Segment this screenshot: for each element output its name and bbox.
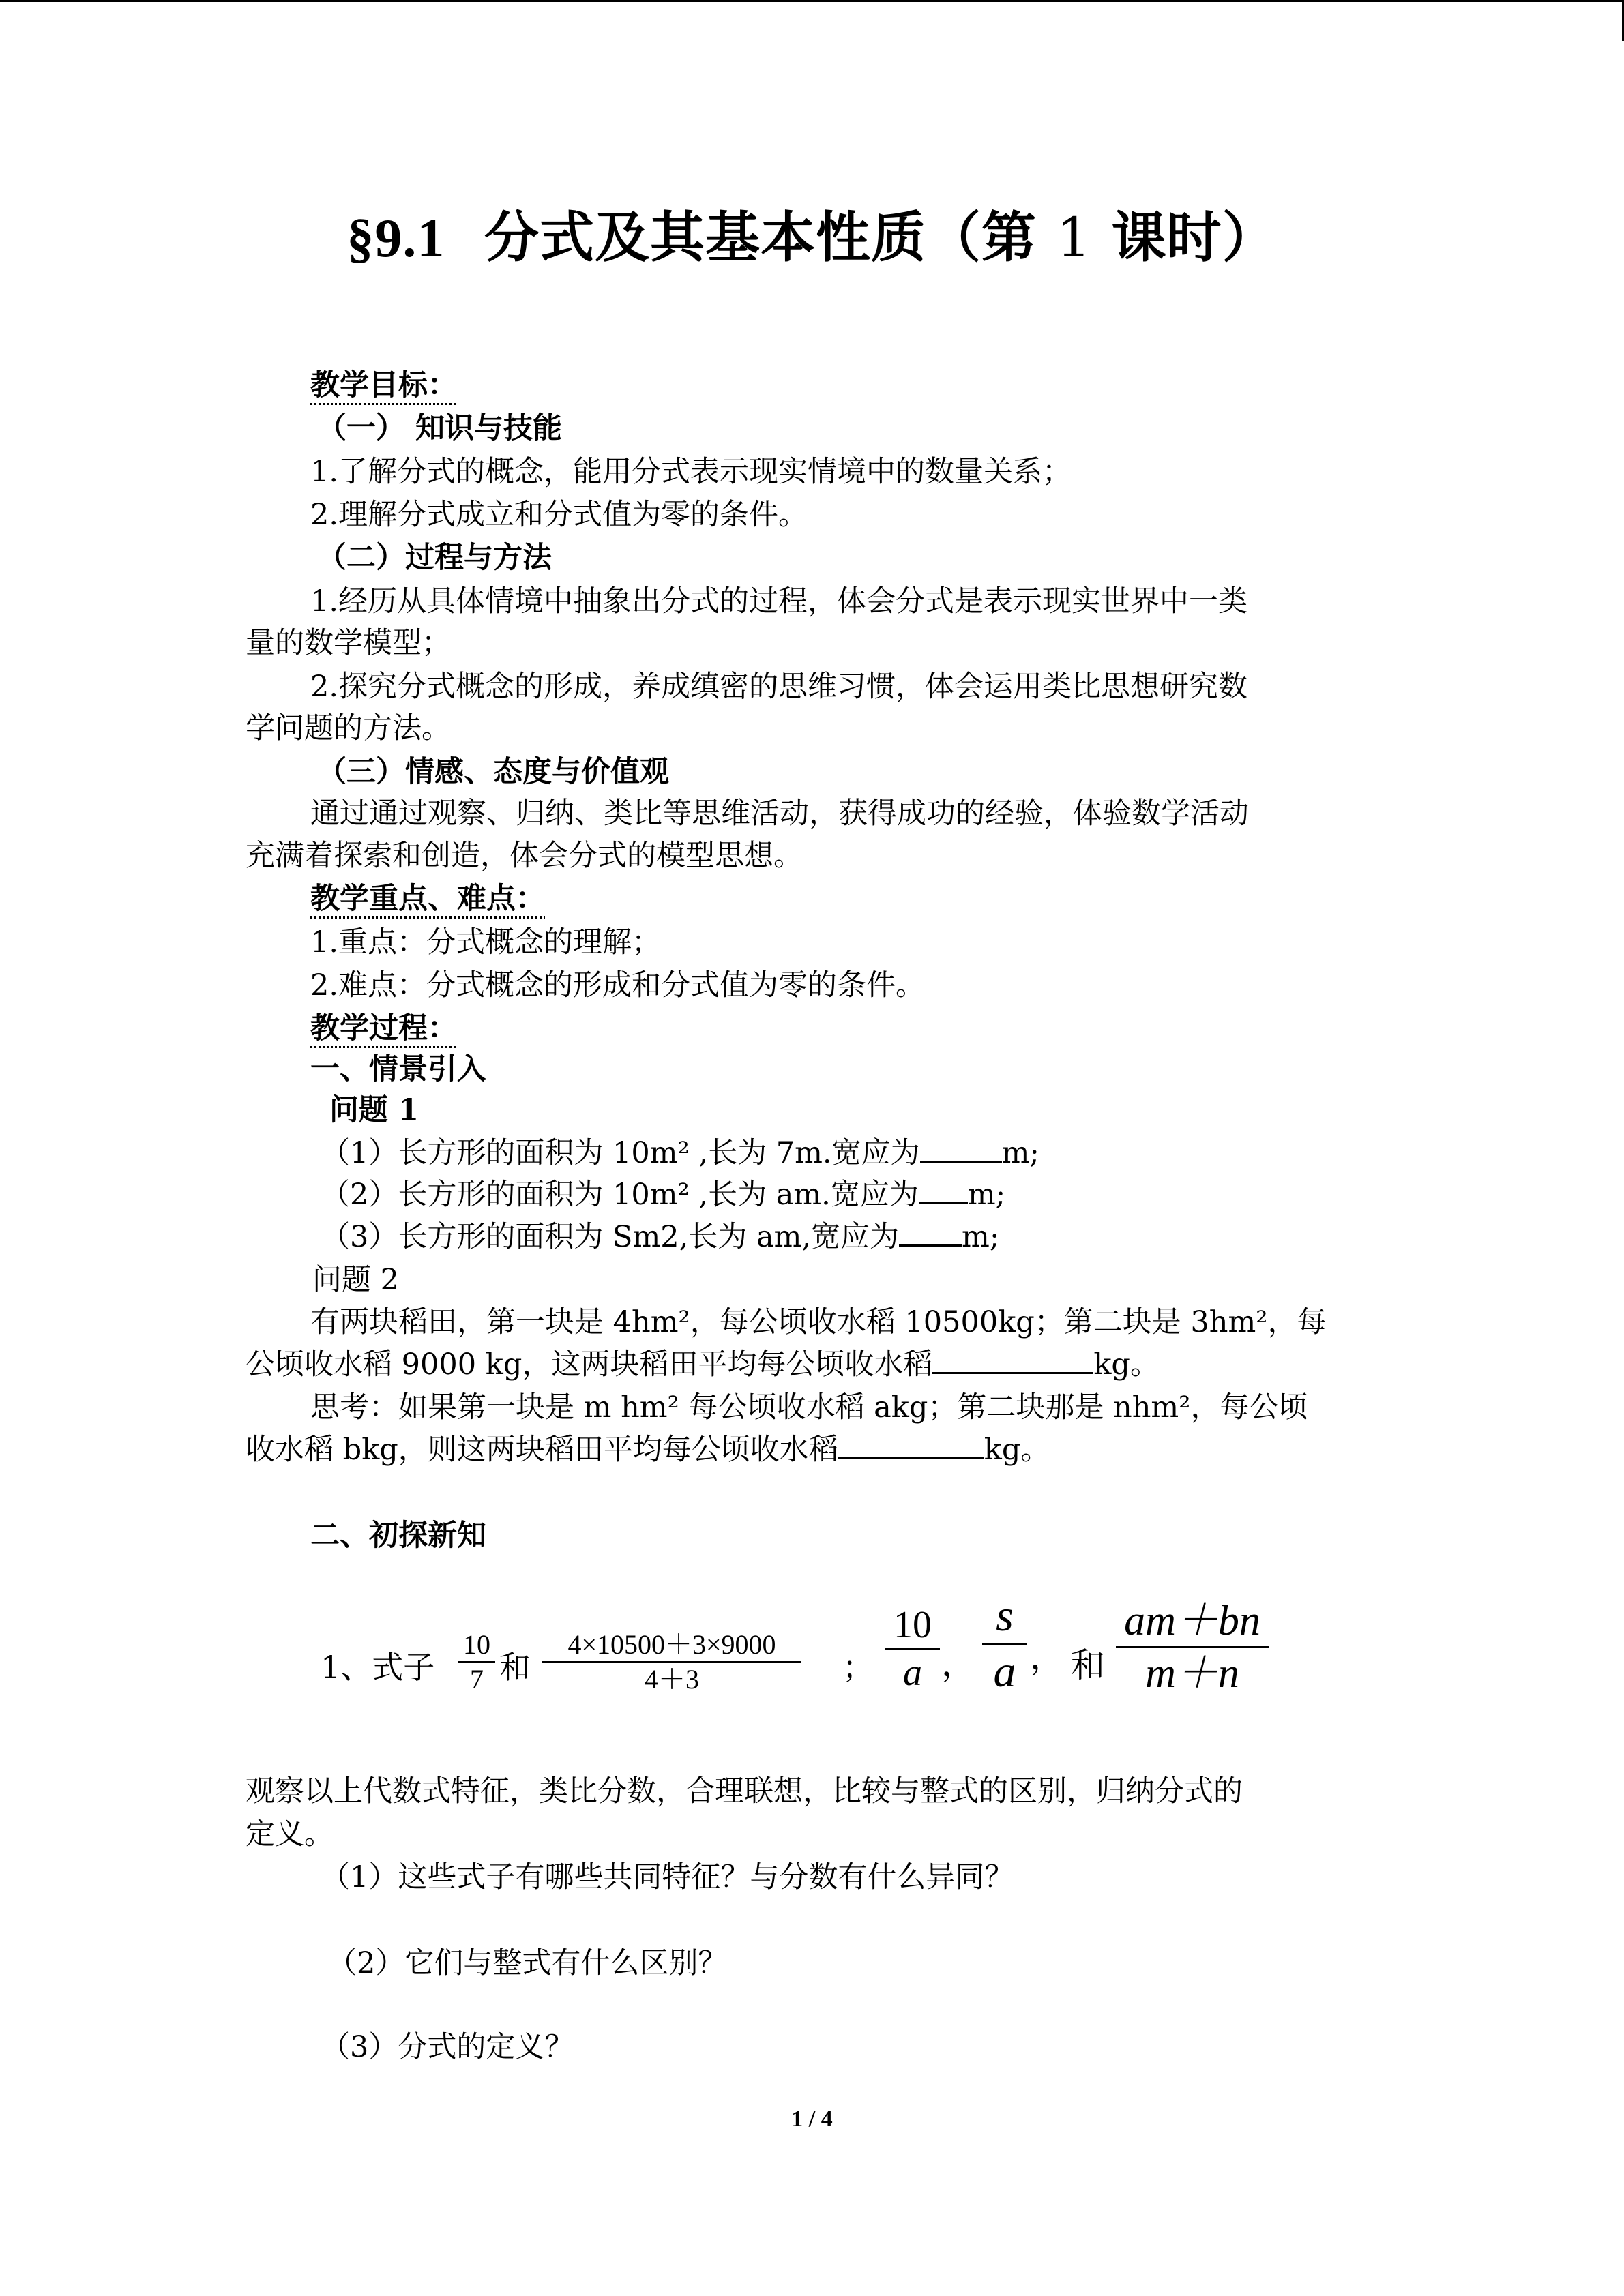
- think-blank[interactable]: [838, 1433, 984, 1459]
- k3-heading: （三）情感、态度与价值观: [317, 755, 669, 789]
- formula-separator: ；: [842, 1649, 874, 1686]
- k1-item-1: 1.了解分式的概念，能用分式表示现实情境中的数量关系；: [310, 455, 1072, 489]
- q1-blank-a[interactable]: [920, 1136, 1002, 1163]
- fraction-weighted-average-den: m＋n: [1145, 1650, 1239, 1697]
- think-line-b-text: 收水稻 bkg，则这两块稻田平均每公顷收水稻: [246, 1433, 838, 1467]
- page-top-border: [0, 0, 1624, 2]
- q1-item-c-text: （3）长方形的面积为 Sm2,长为 am,宽应为: [321, 1220, 900, 1254]
- think-unit: kg。: [984, 1433, 1050, 1467]
- think-line-a: 思考：如果第一块是 m hm² 每公顷收水稻 akg；第二块那是 nhm²，每公顷: [310, 1390, 1308, 1425]
- fraction-s-a: [982, 1589, 1027, 1699]
- fraction-10-7-num: 10: [463, 1629, 490, 1660]
- focus-heading: 教学重点、难点：: [310, 882, 545, 916]
- question-2: （2）它们与整式有什么区别？: [327, 1946, 728, 1980]
- question-1: （1）这些式子有哪些共同特征？与分数有什么异同？: [321, 1860, 1014, 1894]
- fraction-weighted-average-num: am＋bn: [1124, 1598, 1260, 1644]
- part1-heading: 一、情景引入: [310, 1052, 486, 1086]
- fraction-s-a-num: s: [996, 1591, 1014, 1641]
- fraction-s-a-den: a: [993, 1647, 1016, 1697]
- process-heading: 教学过程：: [310, 1011, 457, 1045]
- q1-item-a-text: （1）长方形的面积为 10m² ,长为 7m.宽应为: [321, 1136, 920, 1170]
- formula-comma-1: ，: [941, 1644, 975, 1684]
- fraction-average-yield-num: 4×10500＋3×9000: [567, 1629, 776, 1660]
- observe-line-a: 观察以上代数式特征，类比分数，合理联想，比较与整式的区别，归纳分式的: [246, 1774, 1243, 1808]
- observe-line-b: 定义。: [246, 1817, 334, 1851]
- fraction-average-yield-den: 4＋3: [645, 1664, 699, 1695]
- q1-unit-a: m;: [1001, 1136, 1039, 1170]
- k3-item-1a: 通过通过观察、归纳、类比等思维活动，获得成功的经验，体验数学活动: [310, 796, 1249, 831]
- q2-heading: 问题 2: [312, 1263, 400, 1297]
- k2-item-1a: 1.经历从具体情境中抽象出分式的过程，体会分式是表示现实世界中一类: [310, 584, 1248, 618]
- q2-unit: kg。: [1093, 1347, 1160, 1382]
- fraction-10-a-num: 10: [894, 1604, 932, 1646]
- k1-item-2: 2.理解分式成立和分式值为零的条件。: [310, 498, 808, 532]
- part2-heading: 二、初探新知: [310, 1519, 486, 1553]
- k3-item-1b: 充满着探索和创造，体会分式的模型思想。: [246, 839, 803, 873]
- q1-unit-c: m;: [962, 1220, 1000, 1254]
- q1-unit-b: m;: [967, 1178, 1006, 1212]
- formula-comma-2: ，: [1030, 1637, 1064, 1677]
- fraction-10-a-den: a: [903, 1652, 922, 1695]
- question-3: （3）分式的定义？: [321, 2030, 574, 2064]
- q1-heading: 问题 1: [329, 1093, 419, 1127]
- k1-heading: （一） 知识与技能: [317, 411, 562, 445]
- k2-item-2a: 2.探究分式概念的形成，养成缜密的思维习惯，体会运用类比思想研究数: [310, 670, 1248, 704]
- q1-item-b: [321, 1178, 1005, 1213]
- q2-line-b-text: 公顷收水稻 9000 kg，这两块稻田平均每公顷收水稻: [246, 1347, 933, 1382]
- q2-line-a: 有两块稻田，第一块是 4hm²，每公顷收水稻 10500kg；第二块是 3hm²，每: [310, 1305, 1327, 1339]
- fraction-weighted-average: [1116, 1596, 1269, 1699]
- formula-and-1: 和: [499, 1649, 531, 1686]
- fraction-10-a: [885, 1602, 940, 1696]
- fraction-10-7: [458, 1628, 495, 1696]
- k2-item-2b: 学问题的方法。: [246, 711, 451, 745]
- title-prefix: §9.1: [346, 209, 445, 269]
- fraction-10-7-den: 7: [470, 1664, 484, 1695]
- formula-and-2: 和: [1071, 1645, 1105, 1685]
- q1-blank-c[interactable]: [899, 1220, 962, 1247]
- q2-blank[interactable]: [932, 1347, 1093, 1374]
- q1-item-a: [321, 1136, 1039, 1172]
- focus-item-1: 1.重点：分式概念的理解；: [310, 925, 662, 959]
- page-title: [0, 205, 1624, 271]
- focus-item-2: 2.难点：分式概念的形成和分式值为零的条件。: [310, 968, 926, 1002]
- page-number: 1 / 4: [791, 2106, 833, 2132]
- title-num: 1: [1056, 206, 1092, 269]
- k2-heading: （二）过程与方法: [317, 541, 552, 575]
- think-line-b: [246, 1433, 1050, 1468]
- title-suffix: 课时）: [1111, 205, 1278, 269]
- title-main: 分式及其基本性质（第: [484, 205, 1037, 269]
- formula-lead: 1、式子: [321, 1649, 435, 1686]
- q1-blank-b[interactable]: [919, 1178, 968, 1204]
- q1-item-c: [321, 1220, 999, 1255]
- goals-heading: 教学目标：: [310, 368, 457, 402]
- fraction-average-yield: [542, 1628, 801, 1696]
- q2-line-b: [246, 1347, 1160, 1383]
- q1-item-b-text: （2）长方形的面积为 10m² ,长为 am.宽应为: [321, 1178, 919, 1212]
- k2-item-1b: 量的数学模型；: [246, 626, 451, 660]
